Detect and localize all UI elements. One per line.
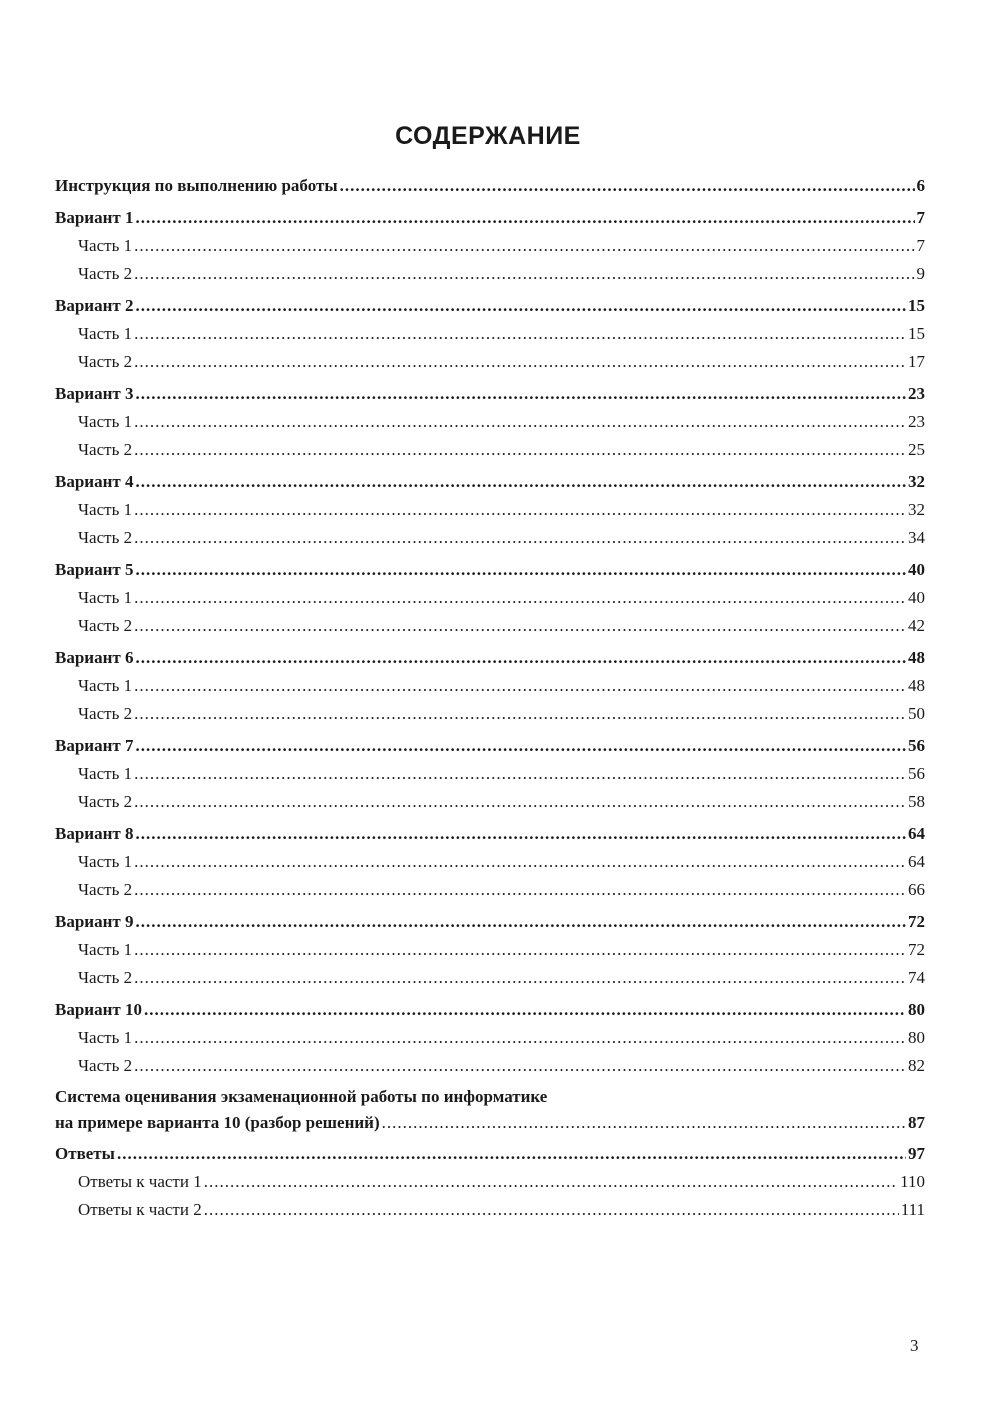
toc-entry-variant-9[interactable] [55,908,925,936]
toc-entry-page: 97 [908,1144,925,1163]
toc-entry-variant-1-part-2[interactable] [55,260,925,288]
toc-entry-page: 9 [916,264,925,283]
toc-entry-label: Ответы к части 2 [78,1200,202,1219]
toc-entry-label: Вариант 1 [55,208,134,227]
toc-entry-label: Часть 2 [78,528,133,547]
dot-leader [340,172,915,200]
toc-entry-label: Вариант 2 [55,296,134,315]
dot-leader [382,1110,906,1136]
toc-entry-page: 82 [908,1056,925,1075]
toc-entry-variant-8-part-2[interactable] [55,876,925,904]
toc-entry-variant-1-part-1[interactable] [55,232,925,260]
page-number: 3 [910,1336,919,1355]
toc-entry-page: 6 [916,176,925,195]
dot-leader [134,936,906,964]
toc-entry-variant-1[interactable] [55,204,925,232]
dot-leader [135,732,906,760]
dot-leader [134,408,906,436]
dot-leader [134,760,906,788]
toc-entry-label: Инструкция по выполнению работы [55,176,338,195]
toc-entry-page: 32 [908,472,925,491]
toc-entry-page: 72 [908,912,925,931]
toc-entry-variant-7-part-1[interactable] [55,760,925,788]
dot-leader [134,876,906,904]
dot-leader [134,788,906,816]
dot-leader [134,848,906,876]
dot-leader [135,556,906,584]
toc-entry-label: Часть 1 [78,676,133,695]
toc-entry-label: Часть 1 [78,852,133,871]
dot-leader [144,996,906,1024]
toc-entry-page: 72 [908,940,925,959]
dot-leader [134,964,906,992]
toc-entry-label: Вариант 5 [55,560,134,579]
dot-leader [134,320,906,348]
toc-entry-page: 58 [908,792,925,811]
toc-entry-label-line2: на примере варианта 10 (разбор решений) [55,1113,380,1132]
toc-entry-variant-5[interactable] [55,556,925,584]
toc-entry-label: Вариант 8 [55,824,134,843]
toc-entry-variant-4[interactable] [55,468,925,496]
toc-entry-label: Вариант 4 [55,472,134,491]
toc-entry-page: 7 [916,236,925,255]
toc-entry-page: 64 [908,824,925,843]
toc-entry-page: 23 [908,384,925,403]
toc-entry-page: 110 [900,1172,925,1191]
dot-leader [134,436,906,464]
toc-entry-label: Часть 1 [78,1028,133,1047]
toc-entry-variant-7-part-2[interactable] [55,788,925,816]
toc-entry-answers-part-1[interactable] [55,1168,925,1196]
toc-entry-variant-3-part-2[interactable] [55,436,925,464]
toc-entry-variant-9-part-2[interactable] [55,964,925,992]
toc-entry-variant-2-part-1[interactable] [55,320,925,348]
toc-entry-label: Часть 1 [78,236,133,255]
toc-entry-page: 23 [908,412,925,431]
toc-entry-page: 15 [908,296,925,315]
toc-entry-page: 56 [908,764,925,783]
toc-entry-page: 40 [908,560,925,579]
toc-entry-page: 80 [908,1028,925,1047]
toc-entry-label: Вариант 10 [55,1000,142,1019]
toc-entry-variant-9-part-1[interactable] [55,936,925,964]
toc-entry-page: 32 [908,500,925,519]
toc-entry-page: 66 [908,880,925,899]
toc-entry-label: Вариант 6 [55,648,134,667]
toc-entry-page: 17 [908,352,925,371]
dot-leader [134,584,906,612]
toc-entry-page: 74 [908,968,925,987]
toc-entry-variant-3[interactable] [55,380,925,408]
toc-entry-variant-8[interactable] [55,820,925,848]
toc-entry-page: 34 [908,528,925,547]
toc-entry-label: Часть 2 [78,1056,133,1075]
toc-entry-variant-10-part-2[interactable] [55,1052,925,1080]
toc-entry-variant-5-part-1[interactable] [55,584,925,612]
dot-leader [134,232,914,260]
toc-entry-label: Ответы к части 1 [78,1172,202,1191]
toc-entry-page: 50 [908,704,925,723]
toc-entry-label: Часть 1 [78,324,133,343]
toc-entry-label: Часть 2 [78,704,133,723]
toc-entry-label: Часть 1 [78,940,133,959]
dot-leader [204,1196,899,1224]
toc-entry-variant-3-part-1[interactable] [55,408,925,436]
toc-entry-instructions[interactable] [55,172,925,200]
toc-entry-page: 64 [908,852,925,871]
toc-entry-variant-6-part-1[interactable] [55,672,925,700]
dot-leader [135,292,906,320]
dot-leader [134,524,906,552]
toc-entry-label: Вариант 3 [55,384,134,403]
toc-entry-label: Вариант 7 [55,736,134,755]
dot-leader [134,612,906,640]
toc-entry-label-line1: Система оценивания экзаменационной работы по информатике [55,1087,548,1106]
toc-entry-variant-6-part-2[interactable] [55,700,925,728]
toc-entry-grading-system[interactable] [55,1084,925,1136]
toc-entry-page: 56 [908,736,925,755]
dot-leader [134,348,906,376]
toc-entry-label: Часть 2 [78,880,133,899]
dot-leader [117,1140,906,1168]
toc-entry-label: Ответы [55,1144,115,1163]
toc-entry-variant-4-part-1[interactable] [55,496,925,524]
dot-leader [134,260,914,288]
toc-entry-label: Часть 1 [78,764,133,783]
toc-entry-answers-part-2[interactable] [55,1196,925,1224]
toc-entry-label: Часть 2 [78,968,133,987]
dot-leader [134,496,906,524]
toc-entry-variant-4-part-2[interactable] [55,524,925,552]
toc-entry-label: Часть 1 [78,588,133,607]
dot-leader [134,1024,906,1052]
dot-leader [135,908,906,936]
toc-entry-label: Часть 2 [78,264,133,283]
dot-leader [134,672,906,700]
toc-entry-label: Часть 2 [78,616,133,635]
toc-entry-page: 48 [908,676,925,695]
dot-leader [204,1168,898,1196]
toc-entry-variant-2-part-2[interactable] [55,348,925,376]
dot-leader [135,380,906,408]
toc-entry-variant-2[interactable] [55,292,925,320]
toc-entry-label: Часть 2 [78,792,133,811]
toc-entry-page: 25 [908,440,925,459]
toc-entry-label: Часть 1 [78,500,133,519]
toc-entry-page: 87 [908,1113,925,1132]
toc-entry-page: 80 [908,1000,925,1019]
toc-entry-variant-10[interactable] [55,996,925,1024]
toc-entry-label: Часть 2 [78,352,133,371]
dot-leader [135,468,906,496]
toc-entry-variant-10-part-1[interactable] [55,1024,925,1052]
dot-leader [135,204,914,232]
toc-entry-label: Часть 1 [78,412,133,431]
toc-entry-page: 48 [908,648,925,667]
toc-entry-variant-5-part-2[interactable] [55,612,925,640]
toc-entry-variant-6[interactable] [55,644,925,672]
toc-entry-answers[interactable] [55,1140,925,1168]
toc-entry-page: 15 [908,324,925,343]
toc-entry-page: 42 [908,616,925,635]
dot-leader [135,644,906,672]
toc-entry-label: Часть 2 [78,440,133,459]
toc-entry-page: 40 [908,588,925,607]
table-of-contents [55,172,925,1224]
toc-entry-label: Вариант 9 [55,912,134,931]
dot-leader [134,1052,906,1080]
page-title: СОДЕРЖАНИЕ [395,122,581,150]
toc-entry-variant-8-part-1[interactable] [55,848,925,876]
toc-entry-variant-7[interactable] [55,732,925,760]
dot-leader [135,820,906,848]
dot-leader [134,700,906,728]
toc-entry-page: 111 [900,1200,925,1219]
toc-entry-page: 7 [916,208,925,227]
